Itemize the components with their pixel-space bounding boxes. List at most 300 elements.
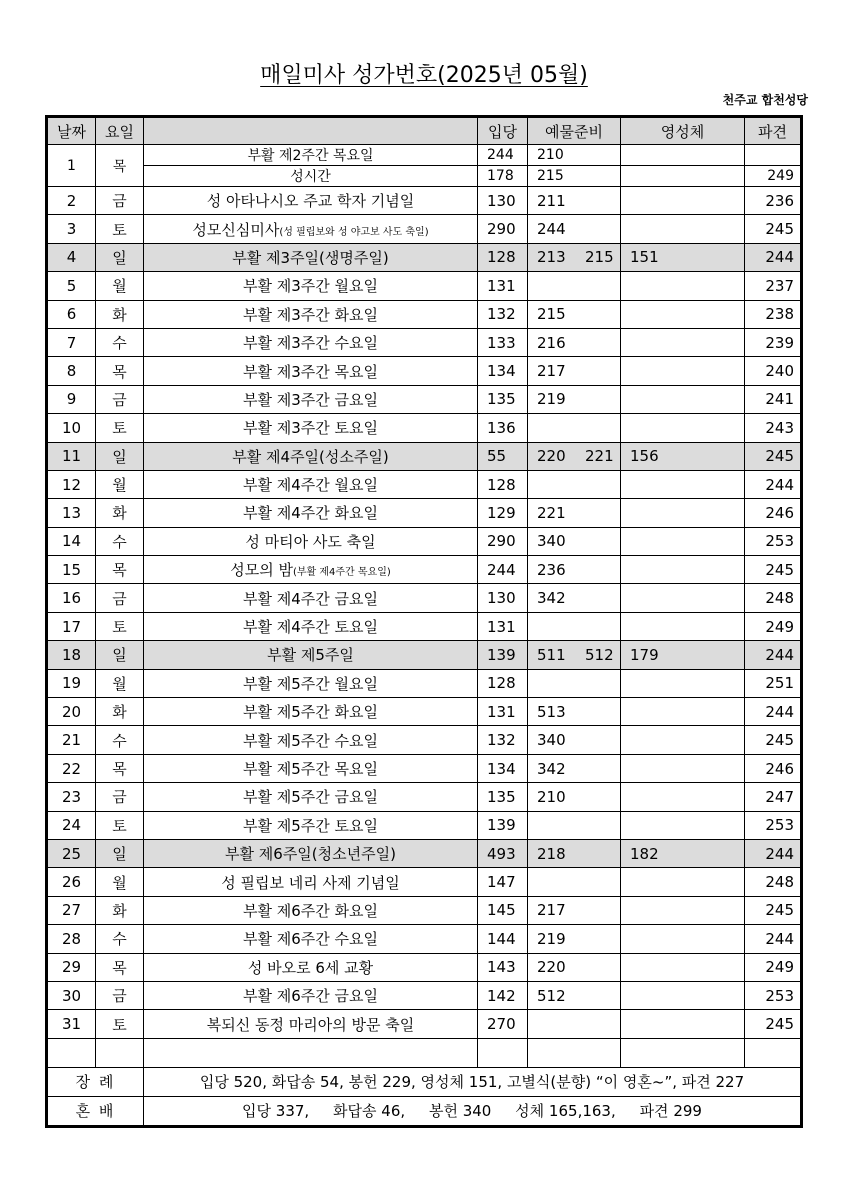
day-title: 성모신심미사 xyxy=(192,220,280,239)
offertory-1: 342 xyxy=(537,589,566,608)
cell-entrance: 135 xyxy=(478,385,528,413)
day-title: 부활 제3주간 목요일 xyxy=(242,362,378,381)
cell-offertory xyxy=(528,925,621,953)
day-title: 성 아타나시오 주교 학자 기념일 xyxy=(206,192,415,211)
cell-dismissal: 253 xyxy=(745,527,801,555)
cell-entrance: 128 xyxy=(478,243,528,271)
cell-communion xyxy=(621,754,745,782)
day-title: 부활 제3주간 토요일 xyxy=(242,419,378,438)
cell-communion xyxy=(621,414,745,442)
funeral-row xyxy=(48,1067,801,1096)
offertory-1: 219 xyxy=(537,929,566,948)
table-row xyxy=(48,811,801,839)
table-row xyxy=(48,839,801,867)
table-row xyxy=(48,953,801,981)
cell-day xyxy=(144,499,478,527)
cell-offertory xyxy=(528,527,621,555)
table-row xyxy=(48,187,801,215)
table-row xyxy=(48,896,801,924)
cell-entrance: 290 xyxy=(478,215,528,243)
cell-dow: 월 xyxy=(96,669,144,697)
cell-offertory xyxy=(528,414,621,442)
cell-dismissal xyxy=(745,145,801,166)
cell-dow: 월 xyxy=(96,868,144,896)
table-row xyxy=(48,300,801,328)
cell-date: 26 xyxy=(48,868,96,896)
cell-offertory xyxy=(528,328,621,356)
table-row xyxy=(48,145,801,166)
cell-dismissal: 245 xyxy=(745,896,801,924)
cell-day xyxy=(144,215,478,243)
cell-day xyxy=(144,584,478,612)
day-title: 부활 제5주일 xyxy=(267,646,354,665)
cell-day xyxy=(144,953,478,981)
cell-communion xyxy=(621,357,745,385)
cell-communion xyxy=(621,300,745,328)
cell-entrance: 147 xyxy=(478,868,528,896)
cell-dismissal: 245 xyxy=(745,442,801,470)
cell-day xyxy=(144,754,478,782)
cell-day: 부활 제2주간 목요일 xyxy=(144,145,478,166)
cell-day xyxy=(144,839,478,867)
cell-dismissal: 245 xyxy=(745,726,801,754)
header-entrance: 입당 xyxy=(478,118,528,145)
cell-date: 20 xyxy=(48,698,96,726)
day-title: 성 바오로 6세 교황 xyxy=(247,958,374,977)
funeral-label: 장 례 xyxy=(48,1067,144,1096)
cell-entrance: 133 xyxy=(478,328,528,356)
table-row xyxy=(48,499,801,527)
header-row xyxy=(48,118,801,145)
day-title: 성모의 밤 xyxy=(230,561,293,580)
cell-dismissal: 244 xyxy=(745,243,801,271)
cell-dow: 화 xyxy=(96,896,144,924)
cell-date: 22 xyxy=(48,754,96,782)
cell-offertory xyxy=(528,783,621,811)
cell-communion xyxy=(621,896,745,924)
table-row xyxy=(48,1010,801,1038)
cell-day xyxy=(144,868,478,896)
cell-day xyxy=(144,328,478,356)
cell-communion: 156 xyxy=(621,442,745,470)
cell-dow: 화 xyxy=(96,698,144,726)
cell-offertory xyxy=(528,272,621,300)
cell-dow: 토 xyxy=(96,1010,144,1038)
cell-communion xyxy=(621,981,745,1009)
header-offertory: 예물준비 xyxy=(528,118,621,145)
offertory-2: 215 xyxy=(585,248,614,267)
offertory-1: 210 xyxy=(537,787,566,806)
cell-day xyxy=(144,981,478,1009)
cell-date: 27 xyxy=(48,896,96,924)
table-row xyxy=(48,981,801,1009)
cell-date: 24 xyxy=(48,811,96,839)
offertory-1: 511 xyxy=(537,645,566,664)
cell-date: 25 xyxy=(48,839,96,867)
cell-day xyxy=(144,243,478,271)
cell-offertory xyxy=(528,726,621,754)
cell-date: 13 xyxy=(48,499,96,527)
cell-day xyxy=(144,726,478,754)
offertory-1: 513 xyxy=(537,702,566,721)
cell-offertory xyxy=(528,981,621,1009)
cell-entrance: 270 xyxy=(478,1010,528,1038)
cell-communion xyxy=(621,925,745,953)
offertory-1: 217 xyxy=(537,901,566,920)
cell-dow: 금 xyxy=(96,385,144,413)
cell-communion xyxy=(621,215,745,243)
cell-dow: 수 xyxy=(96,726,144,754)
day-note: (부활 제4주간 목요일) xyxy=(292,567,391,579)
offertory-1: 213 xyxy=(537,248,566,267)
cell-entrance: 144 xyxy=(478,925,528,953)
table-row xyxy=(48,868,801,896)
cell-dow: 수 xyxy=(96,925,144,953)
cell-communion xyxy=(621,953,745,981)
cell-dismissal: 249 xyxy=(745,953,801,981)
offertory-1: 215 xyxy=(537,305,566,324)
cell-offertory xyxy=(528,698,621,726)
cell-communion xyxy=(621,145,745,166)
day-title: 부활 제5주간 월요일 xyxy=(242,674,378,693)
cell-dismissal: 253 xyxy=(745,981,801,1009)
cell-dismissal: 244 xyxy=(745,925,801,953)
table-row xyxy=(48,215,801,243)
cell-dow: 목 xyxy=(96,953,144,981)
cell-date: 1 xyxy=(48,145,96,187)
day-title: 부활 제5주간 토요일 xyxy=(242,816,378,835)
cell-date: 16 xyxy=(48,584,96,612)
cell-communion: 151 xyxy=(621,243,745,271)
cell-entrance: 178 xyxy=(478,166,528,187)
cell-dismissal: 240 xyxy=(745,357,801,385)
cell-date: 8 xyxy=(48,357,96,385)
table-row xyxy=(48,754,801,782)
cell-offertory xyxy=(528,187,621,215)
cell-entrance: 132 xyxy=(478,300,528,328)
cell-communion xyxy=(621,328,745,356)
cell-dismissal: 251 xyxy=(745,669,801,697)
cell-date: 21 xyxy=(48,726,96,754)
table-row xyxy=(48,698,801,726)
offertory-1: 219 xyxy=(537,390,566,409)
table-row xyxy=(48,442,801,470)
cell-dismissal: 248 xyxy=(745,868,801,896)
day-title: 부활 제6주일(청소년주일) xyxy=(225,845,396,864)
cell-offertory xyxy=(528,385,621,413)
cell-date: 9 xyxy=(48,385,96,413)
table-row xyxy=(48,272,801,300)
cell-day xyxy=(144,442,478,470)
cell-offertory xyxy=(528,556,621,584)
cell-offertory xyxy=(528,499,621,527)
title-text: 매일미사 성가번호(2025년 05월) xyxy=(260,63,588,88)
cell-dow: 일 xyxy=(96,442,144,470)
cell-dismissal: 246 xyxy=(745,499,801,527)
cell-communion xyxy=(621,470,745,498)
cell-day xyxy=(144,470,478,498)
cell-entrance: 55 xyxy=(478,442,528,470)
cell-date: 5 xyxy=(48,272,96,300)
cell-communion xyxy=(621,166,745,187)
table-row xyxy=(48,166,801,187)
cell-day xyxy=(144,925,478,953)
cell-date: 3 xyxy=(48,215,96,243)
cell-dismissal: 248 xyxy=(745,584,801,612)
cell-day xyxy=(144,612,478,640)
day-title: 복되신 동정 마리아의 방문 축일 xyxy=(206,1015,415,1034)
cell-entrance: 244 xyxy=(478,556,528,584)
cell-day xyxy=(144,300,478,328)
cell-entrance: 493 xyxy=(478,839,528,867)
cell-date: 10 xyxy=(48,414,96,442)
cell-entrance: 139 xyxy=(478,811,528,839)
offertory-2: 221 xyxy=(585,447,614,466)
cell-dow: 목 xyxy=(96,145,144,187)
cell-dow: 금 xyxy=(96,584,144,612)
table-row xyxy=(48,385,801,413)
table-row xyxy=(48,243,801,271)
cell-day xyxy=(144,556,478,584)
header-communion: 영성체 xyxy=(621,118,745,145)
day-title: 부활 제3주간 금요일 xyxy=(242,390,378,409)
cell-communion xyxy=(621,187,745,215)
cell-offertory xyxy=(528,243,621,271)
cell-entrance: 244 xyxy=(478,145,528,166)
day-title: 부활 제6주간 화요일 xyxy=(242,901,378,920)
offertory-1: 221 xyxy=(537,503,566,522)
cell-offertory xyxy=(528,839,621,867)
offertory-1: 218 xyxy=(537,844,566,863)
cell-day xyxy=(144,669,478,697)
cell-dow: 금 xyxy=(96,981,144,1009)
offertory-1: 220 xyxy=(537,447,566,466)
cell-dismissal: 249 xyxy=(745,612,801,640)
cell-day xyxy=(144,357,478,385)
offertory-1: 216 xyxy=(537,333,566,352)
day-title: 부활 제3주간 수요일 xyxy=(242,334,378,353)
cell-day xyxy=(144,896,478,924)
cell-dismissal: 249 xyxy=(745,166,801,187)
cell-offertory xyxy=(528,470,621,498)
cell-dismissal: 244 xyxy=(745,470,801,498)
table-row xyxy=(48,726,801,754)
day-title: 부활 제3주일(생명주일) xyxy=(232,248,389,267)
cell-date: 14 xyxy=(48,527,96,555)
cell-dismissal: 245 xyxy=(745,215,801,243)
day-title: 부활 제6주간 수요일 xyxy=(242,930,378,949)
table-row xyxy=(48,328,801,356)
table-row xyxy=(48,925,801,953)
header-dow: 요일 xyxy=(96,118,144,145)
cell-date: 11 xyxy=(48,442,96,470)
table-row xyxy=(48,357,801,385)
cell-offertory xyxy=(528,442,621,470)
cell-date: 28 xyxy=(48,925,96,953)
cell-dismissal: 244 xyxy=(745,641,801,669)
cell-communion xyxy=(621,726,745,754)
cell-day: 성시간 xyxy=(144,166,478,187)
cell-entrance: 142 xyxy=(478,981,528,1009)
cell-dow: 금 xyxy=(96,783,144,811)
day-title: 부활 제5주간 수요일 xyxy=(242,731,378,750)
cell-date: 12 xyxy=(48,470,96,498)
cell-offertory xyxy=(528,641,621,669)
cell-date: 4 xyxy=(48,243,96,271)
cell-offertory xyxy=(528,300,621,328)
cell-offertory xyxy=(528,811,621,839)
cell-dow: 토 xyxy=(96,612,144,640)
header-day xyxy=(144,118,478,145)
cell-communion xyxy=(621,811,745,839)
cell-communion xyxy=(621,499,745,527)
day-title: 부활 제4주간 화요일 xyxy=(242,504,378,523)
day-title: 부활 제3주간 월요일 xyxy=(242,277,378,296)
cell-date: 2 xyxy=(48,187,96,215)
cell-day xyxy=(144,783,478,811)
offertory-1: 236 xyxy=(537,560,566,579)
cell-offertory: 215 xyxy=(528,166,621,187)
cell-day xyxy=(144,272,478,300)
cell-date: 15 xyxy=(48,556,96,584)
cell-offertory xyxy=(528,215,621,243)
cell-offertory xyxy=(528,754,621,782)
cell-dow: 일 xyxy=(96,243,144,271)
cell-communion xyxy=(621,556,745,584)
offertory-1: 512 xyxy=(537,986,566,1005)
table-row xyxy=(48,470,801,498)
cell-entrance: 143 xyxy=(478,953,528,981)
cell-dow: 월 xyxy=(96,272,144,300)
cell-communion: 179 xyxy=(621,641,745,669)
offertory-1: 217 xyxy=(537,362,566,381)
cell-dismissal: 239 xyxy=(745,328,801,356)
cell-communion xyxy=(621,868,745,896)
table-row xyxy=(48,527,801,555)
cell-date: 30 xyxy=(48,981,96,1009)
cell-day xyxy=(144,414,478,442)
cell-date: 29 xyxy=(48,953,96,981)
cell-dismissal: 244 xyxy=(745,698,801,726)
day-title: 부활 제4주간 월요일 xyxy=(242,476,378,495)
cell-dismissal: 245 xyxy=(745,1010,801,1038)
offertory-1: 211 xyxy=(537,191,566,210)
day-title: 성 필립보 네리 사제 기념일 xyxy=(221,873,400,892)
cell-communion xyxy=(621,1010,745,1038)
header-dismissal: 파견 xyxy=(745,118,801,145)
cell-dow: 수 xyxy=(96,527,144,555)
cell-communion xyxy=(621,385,745,413)
offertory-1: 244 xyxy=(537,220,566,239)
table-row xyxy=(48,584,801,612)
cell-communion xyxy=(621,669,745,697)
offertory-1: 220 xyxy=(537,958,566,977)
cell-dow: 화 xyxy=(96,300,144,328)
day-title: 부활 제5주간 금요일 xyxy=(242,788,378,807)
cell-day xyxy=(144,187,478,215)
cell-offertory xyxy=(528,669,621,697)
day-note: (성 필립보와 성 야고보 사도 축일) xyxy=(279,226,429,238)
page-title xyxy=(0,58,848,89)
table-row xyxy=(48,641,801,669)
funeral-hymns: 입당 520, 화답송 54, 봉헌 229, 영성체 151, 고별식(분향) “이 영혼~”, 파견 227 xyxy=(144,1067,801,1096)
cell-dow: 목 xyxy=(96,556,144,584)
cell-dow: 목 xyxy=(96,357,144,385)
cell-dismissal: 244 xyxy=(745,839,801,867)
cell-dismissal: 237 xyxy=(745,272,801,300)
cell-day xyxy=(144,811,478,839)
cell-dismissal: 241 xyxy=(745,385,801,413)
cell-dismissal: 245 xyxy=(745,556,801,584)
cell-day xyxy=(144,385,478,413)
cell-communion xyxy=(621,698,745,726)
cell-dow: 일 xyxy=(96,641,144,669)
cell-entrance: 145 xyxy=(478,896,528,924)
cell-day xyxy=(144,1010,478,1038)
blank-row xyxy=(48,1038,801,1067)
cell-communion xyxy=(621,612,745,640)
cell-date: 23 xyxy=(48,783,96,811)
day-title: 부활 제3주간 화요일 xyxy=(242,305,378,324)
day-title: 부활 제4주일(성소주일) xyxy=(232,447,389,466)
cell-dow: 월 xyxy=(96,470,144,498)
wedding-hymns: 입당 337, 화답송 46, 봉헌 340 성체 165,163, 파견 299 xyxy=(144,1096,801,1125)
cell-offertory xyxy=(528,868,621,896)
cell-day xyxy=(144,698,478,726)
table-row xyxy=(48,783,801,811)
cell-communion: 182 xyxy=(621,839,745,867)
cell-offertory: 210 xyxy=(528,145,621,166)
wedding-row xyxy=(48,1096,801,1125)
cell-communion xyxy=(621,527,745,555)
table-row xyxy=(48,414,801,442)
cell-dow: 금 xyxy=(96,187,144,215)
offertory-1: 342 xyxy=(537,759,566,778)
cell-date: 6 xyxy=(48,300,96,328)
cell-day xyxy=(144,527,478,555)
cell-dow: 토 xyxy=(96,215,144,243)
cell-dow: 화 xyxy=(96,499,144,527)
cell-entrance: 130 xyxy=(478,187,528,215)
cell-dow: 일 xyxy=(96,839,144,867)
cell-date: 7 xyxy=(48,328,96,356)
cell-entrance: 130 xyxy=(478,584,528,612)
cell-date: 17 xyxy=(48,612,96,640)
day-title: 부활 제5주간 화요일 xyxy=(242,703,378,722)
cell-offertory xyxy=(528,584,621,612)
cell-date: 31 xyxy=(48,1010,96,1038)
cell-offertory xyxy=(528,1010,621,1038)
cell-entrance: 128 xyxy=(478,669,528,697)
cell-date: 19 xyxy=(48,669,96,697)
cell-dismissal: 253 xyxy=(745,811,801,839)
cell-offertory xyxy=(528,953,621,981)
day-title: 부활 제6주간 금요일 xyxy=(242,987,378,1006)
cell-dow: 토 xyxy=(96,811,144,839)
cell-entrance: 131 xyxy=(478,698,528,726)
cell-offertory xyxy=(528,612,621,640)
offertory-1: 340 xyxy=(537,532,566,551)
cell-entrance: 131 xyxy=(478,272,528,300)
cell-entrance: 131 xyxy=(478,612,528,640)
cell-entrance: 128 xyxy=(478,470,528,498)
cell-offertory xyxy=(528,357,621,385)
offertory-1: 340 xyxy=(537,731,566,750)
hymn-table xyxy=(47,117,801,1126)
day-title: 부활 제4주간 토요일 xyxy=(242,618,378,637)
cell-entrance: 129 xyxy=(478,499,528,527)
cell-entrance: 290 xyxy=(478,527,528,555)
